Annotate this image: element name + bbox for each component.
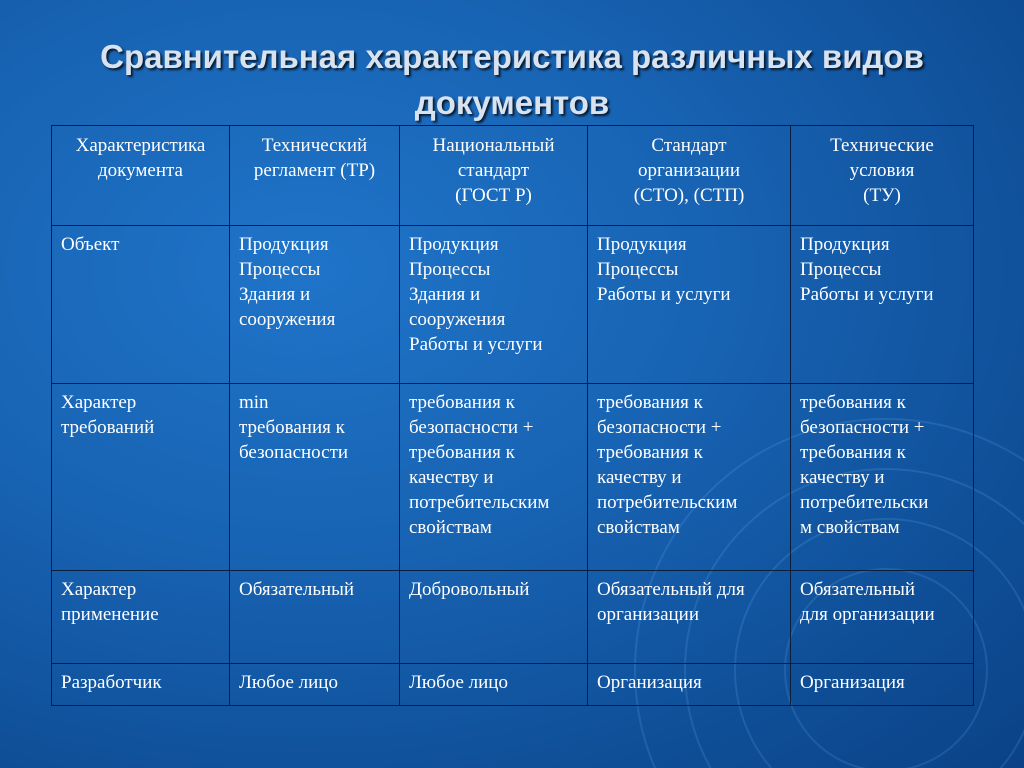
header-tech-conditions: Технические условия (ТУ) xyxy=(791,126,974,226)
table-row-application xyxy=(52,571,974,664)
table-cell: требования к безопасности + требования к качеству и потребительским свойствам xyxy=(588,384,791,571)
header-org-standard: Стандарт организации (СТО), (СТП) xyxy=(588,126,791,226)
table-row-requirements xyxy=(52,384,974,571)
table-cell: Добровольный xyxy=(400,571,588,664)
table-cell: Обязательный xyxy=(230,571,400,664)
table-cell: Продукция Процессы Работы и услуги xyxy=(588,226,791,384)
table-row-object xyxy=(52,226,974,384)
table-cell: Обязательный для организации xyxy=(588,571,791,664)
table-cell: Организация xyxy=(791,664,974,706)
header-tech-regulation: Технический регламент (ТР) xyxy=(230,126,400,226)
header-characteristic: Характеристика документа xyxy=(52,126,230,226)
table-row-developer xyxy=(52,664,974,706)
row-label-object: Объект xyxy=(52,226,230,384)
table-cell: Любое лицо xyxy=(230,664,400,706)
slide-title: Сравнительная характеристика различных видов документов xyxy=(100,38,924,121)
header-national-standard: Национальный стандарт (ГОСТ Р) xyxy=(400,126,588,226)
table-cell: Организация xyxy=(588,664,791,706)
row-label-application: Характер применение xyxy=(52,571,230,664)
table-header-row xyxy=(52,126,974,226)
table-cell: требования к безопасности + требования к качеству и потребительским свойствам xyxy=(400,384,588,571)
table-cell: требования к безопасности + требования к качеству и потребительски м свойствам xyxy=(791,384,974,571)
table-cell: min требования к безопасности xyxy=(230,384,400,571)
table-cell: Любое лицо xyxy=(400,664,588,706)
table-cell: Продукция Процессы Работы и услуги xyxy=(791,226,974,384)
table-cell: Обязательный для организации xyxy=(791,571,974,664)
table-cell: Продукция Процессы Здания и сооружения xyxy=(230,226,400,384)
row-label-requirements: Характер требований xyxy=(52,384,230,571)
row-label-developer: Разработчик xyxy=(52,664,230,706)
table-cell: Продукция Процессы Здания и сооружения Работы и услуги xyxy=(400,226,588,384)
comparison-table xyxy=(51,125,974,706)
